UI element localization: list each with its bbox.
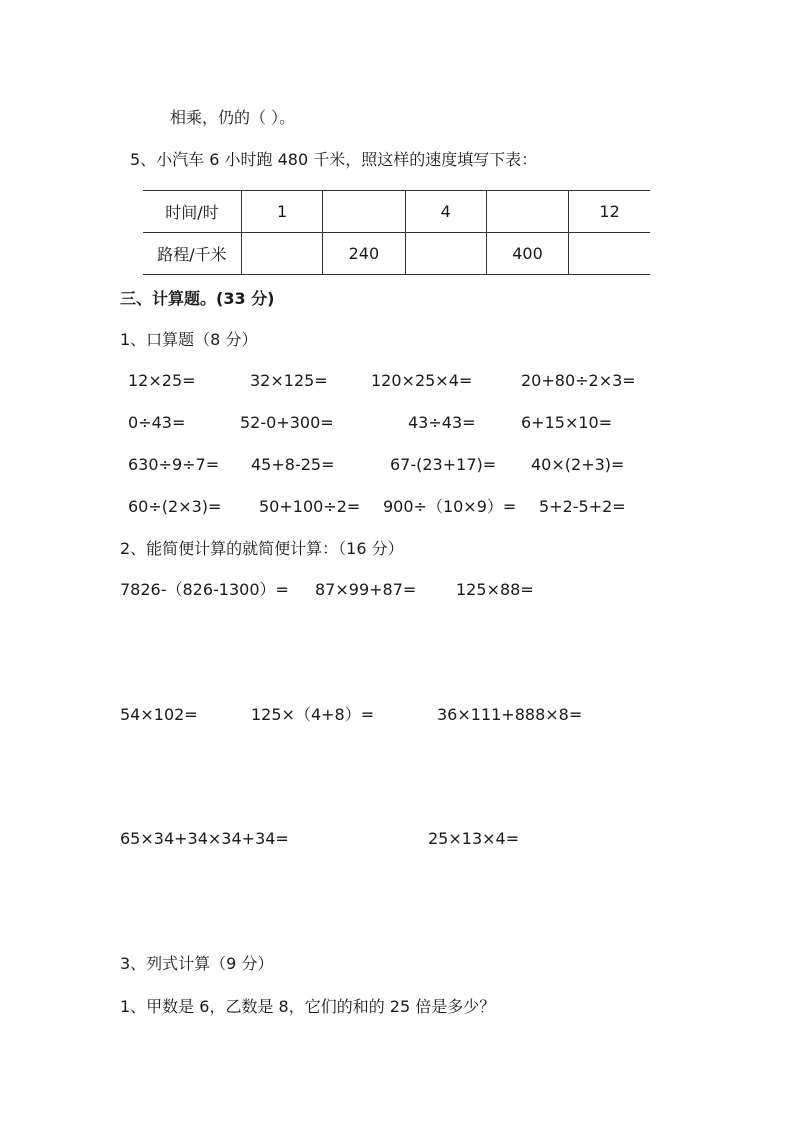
table-cell: 400 (486, 233, 568, 275)
table-cell: 240 (323, 233, 405, 275)
calc-expression: 65×34+34×34+34= (120, 829, 289, 848)
row-label-distance: 路程/千米 (143, 233, 241, 275)
table-cell: 12 (569, 191, 650, 233)
part-3-question-1: 1、甲数是 6，乙数是 8，它们的和的 25 倍是多少？ (120, 997, 496, 1016)
oral-expression: 12×25= (128, 371, 196, 390)
fill-blank-line: 相乘，仍的（ ）。 (170, 108, 296, 127)
calc-expression: 54×102= (120, 705, 198, 724)
table-cell (405, 233, 486, 275)
row-label-time: 时间/时 (143, 191, 241, 233)
oral-expression: 45+8-25= (251, 455, 335, 474)
oral-expression: 50+100÷2= (259, 497, 361, 516)
calc-expression: 25×13×4= (428, 829, 520, 848)
oral-expression: 67-(23+17)= (390, 455, 497, 474)
oral-expression: 43÷43= (408, 413, 476, 432)
oral-expression: 6+15×10= (521, 413, 613, 432)
speed-table (143, 190, 650, 275)
oral-expression: 60÷(2×3)= (128, 497, 222, 516)
table-cell (569, 233, 650, 275)
oral-expression: 20+80÷2×3= (521, 371, 636, 390)
oral-expression: 32×125= (250, 371, 328, 390)
calc-expression: 125×88= (456, 580, 534, 599)
oral-expression: 900÷（10×9）= (383, 497, 517, 516)
oral-expression: 120×25×4= (371, 371, 473, 390)
calc-expression: 36×111+888×8= (437, 705, 583, 724)
table-cell: 4 (405, 191, 486, 233)
oral-expression: 630÷9÷7= (128, 455, 220, 474)
table-row-time (143, 191, 650, 233)
oral-expression: 0÷43= (128, 413, 186, 432)
oral-expression: 5+2-5+2= (539, 497, 626, 516)
part-1-title: 1、口算题（8 分） (120, 330, 258, 349)
calc-expression: 125×（4+8）= (251, 705, 375, 724)
calc-expression: 87×99+87= (315, 580, 417, 599)
part-2-title: 2、能简便计算的就简便计算：（16 分） (120, 539, 404, 558)
question-5-text: 5、小汽车 6 小时跑 480 千米，照这样的速度填写下表： (130, 150, 538, 169)
part-3-title: 3、列式计算（9 分） (120, 954, 274, 973)
oral-expression: 40×(2+3)= (531, 455, 625, 474)
table-cell (486, 191, 568, 233)
table-cell (241, 233, 322, 275)
table-row-distance (143, 233, 650, 275)
oral-expression: 52-0+300= (240, 413, 334, 432)
section-3-title: 三、计算题。(33 分) (120, 289, 275, 308)
table-cell: 1 (241, 191, 322, 233)
calc-expression: 7826-（826-1300）= (120, 580, 289, 599)
table-cell (323, 191, 405, 233)
